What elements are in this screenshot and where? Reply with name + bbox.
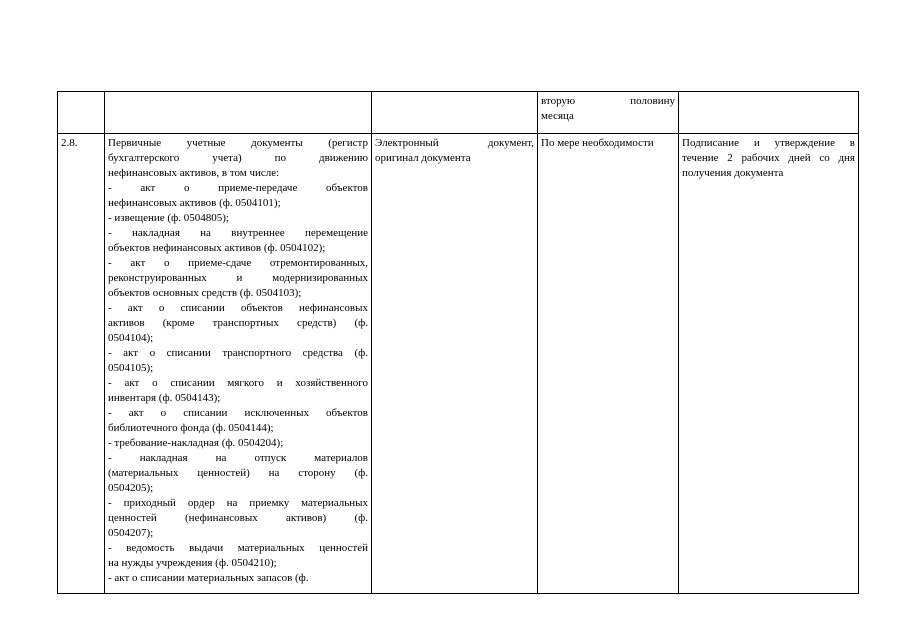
document-line: объектов нефинансовых активов (ф. 0504102); — [108, 242, 326, 254]
document-line: - акт о списании объектов нефинансовых — [108, 302, 368, 314]
document-line: - акт о приеме-передаче объектов — [108, 182, 368, 194]
table-row — [58, 92, 859, 134]
cell-form — [372, 92, 538, 134]
form-line: оригинал документа — [375, 152, 471, 164]
document-line: 0504105); — [108, 362, 154, 374]
procedure-line: получения документа — [682, 167, 784, 179]
document-line: - приходный ордер на приемку материальных — [108, 497, 368, 509]
document-line: ценностей (нефинансовых активов) (ф. — [108, 512, 368, 524]
cell-form — [372, 134, 538, 594]
document-line: активов (кроме транспортных средств) (ф. — [108, 317, 368, 329]
form-line: Электронный документ, — [375, 137, 534, 149]
document-line: - требование-накладная (ф. 0504204); — [108, 437, 284, 449]
cell-number — [58, 134, 105, 594]
document-line: - накладная на внутреннее перемещение — [108, 227, 368, 239]
document-line: - акт о списании транспортного средства (ф. — [108, 347, 368, 359]
procedure-line: Подписание и утверждение в — [682, 137, 855, 149]
deadline-line: По мере необходимости — [541, 137, 654, 149]
document-line: Первичные учетные документы (регистр — [108, 137, 368, 149]
document-line: инвентаря (ф. 0504143); — [108, 392, 221, 404]
document-line: нефинансовых активов, в том числе: — [108, 167, 280, 179]
document-line: - ведомость выдачи материальных ценностей — [108, 542, 368, 554]
deadline-line: вторую половину — [541, 95, 675, 107]
row-number: 2.8. — [61, 137, 78, 149]
document-line: - акт о приеме-сдаче отремонтированных, — [108, 257, 368, 269]
document-line: - извещение (ф. 0504805); — [108, 212, 229, 224]
document-line: - накладная на отпуск материалов — [108, 452, 368, 464]
document-line: реконструированных и модернизированных — [108, 272, 368, 284]
cell-deadline — [538, 134, 679, 594]
document-line: 0504207); — [108, 527, 154, 539]
document-line: бухгалтерского учета) по движению — [108, 152, 368, 164]
cell-deadline — [538, 92, 679, 134]
document-line: нефинансовых активов (ф. 0504101); — [108, 197, 281, 209]
cell-document-name — [105, 92, 372, 134]
document-line: - акт о списании мягкого и хозяйственного — [108, 377, 368, 389]
document-line: объектов основных средств (ф. 0504103); — [108, 287, 302, 299]
document-line: на нужды учреждения (ф. 0504210); — [108, 557, 277, 569]
document-line: 0504205); — [108, 482, 154, 494]
document-line: - акт о списании исключенных объектов — [108, 407, 368, 419]
procedure-line: течение 2 рабочих дней со дня — [682, 152, 855, 164]
cell-number — [58, 92, 105, 134]
deadline-line: месяца — [541, 110, 574, 122]
document-line: библиотечного фонда (ф. 0504144); — [108, 422, 274, 434]
document-table — [57, 91, 859, 594]
document-line: 0504104); — [108, 332, 154, 344]
document-line: - акт о списании материальных запасов (ф. — [108, 572, 309, 584]
document-line: (материальных ценностей) на сторону (ф. — [108, 467, 368, 479]
cell-procedure — [679, 92, 859, 134]
cell-document-name — [105, 134, 372, 594]
table-row — [58, 134, 859, 594]
cell-procedure — [679, 134, 859, 594]
